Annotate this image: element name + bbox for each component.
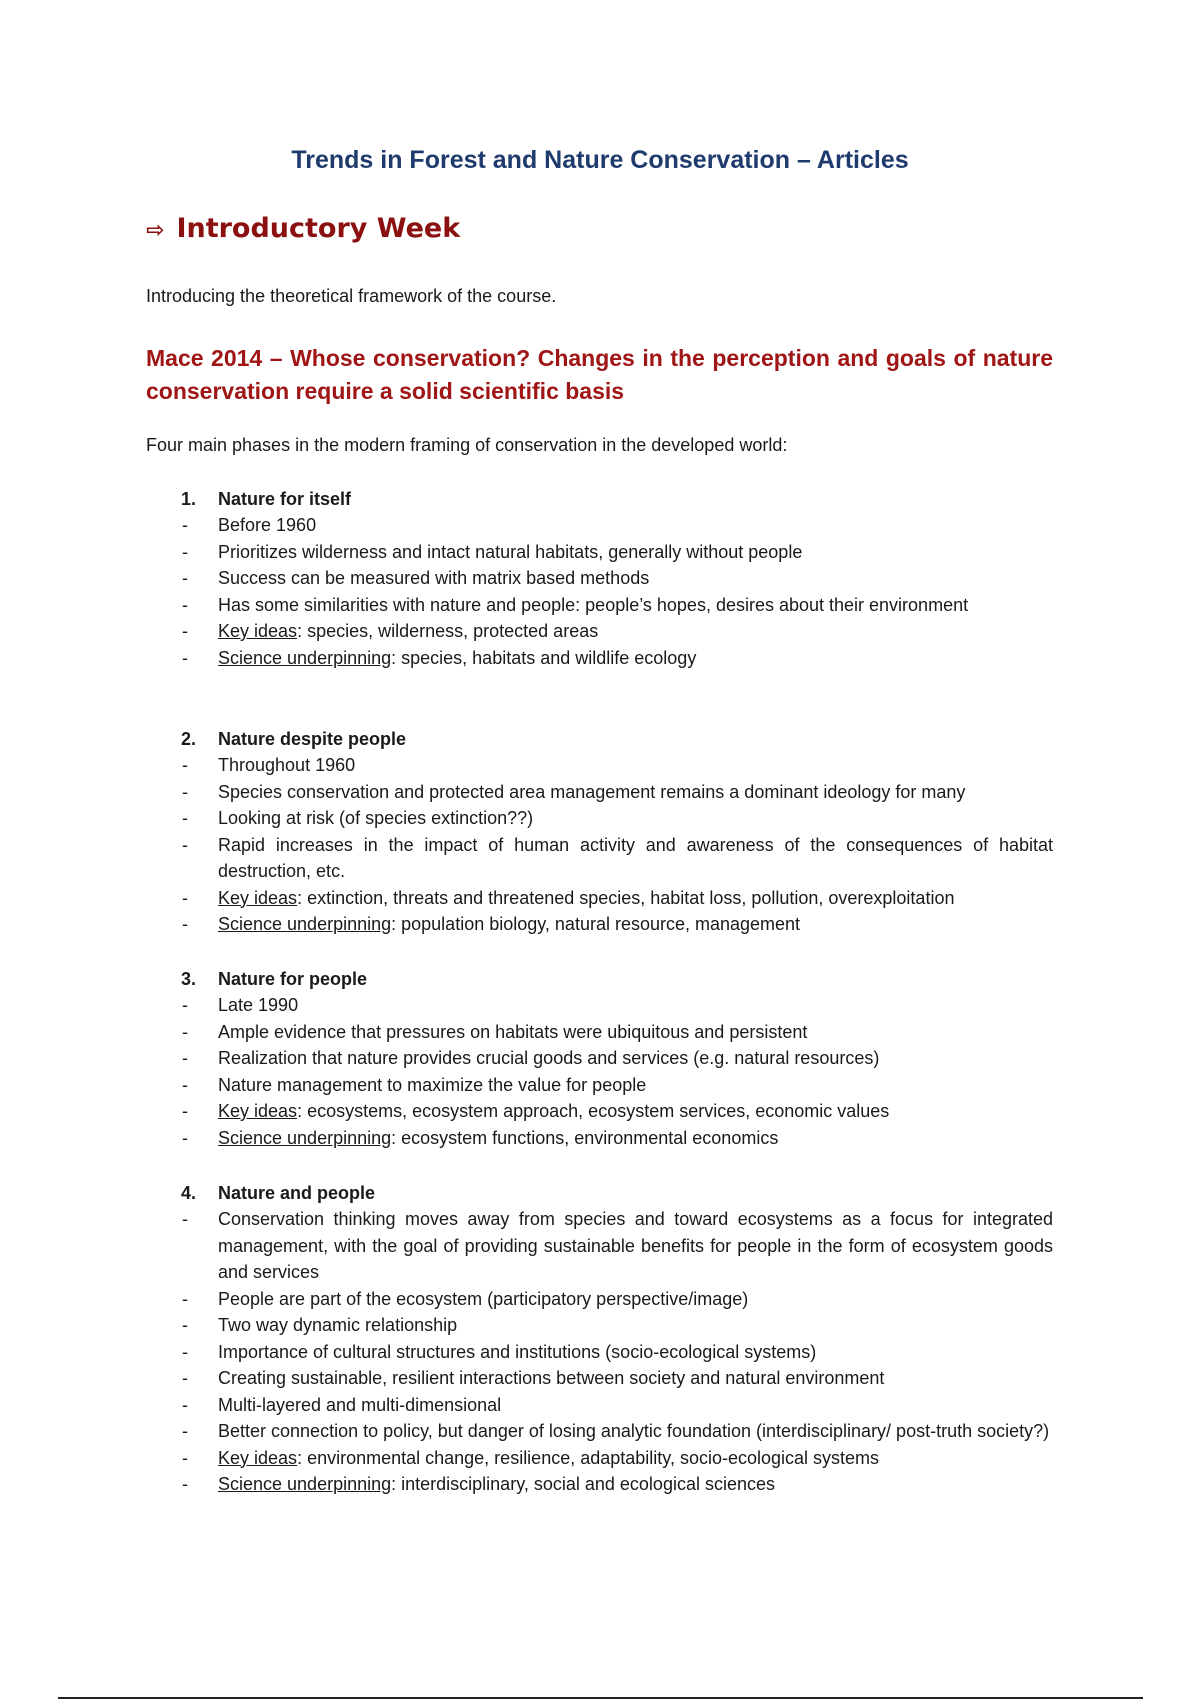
phase-number: 2. bbox=[181, 729, 197, 749]
list-item bbox=[146, 752, 1053, 779]
dash-bullet: - bbox=[182, 1315, 188, 1335]
dash-bullet: - bbox=[182, 1048, 188, 1068]
phase-bullet-list bbox=[146, 512, 1053, 671]
dash-bullet: - bbox=[182, 541, 188, 562]
intro-paragraph: Introducing the theoretical framework of the course. bbox=[146, 286, 557, 306]
page-footer-divider bbox=[58, 1697, 1143, 1699]
dash-bullet: - bbox=[182, 1074, 188, 1095]
dash-bullet: - bbox=[182, 1021, 188, 1042]
dash-bullet: - bbox=[182, 647, 188, 668]
science-underpinning-text: : population biology, natural resource, management bbox=[391, 914, 801, 934]
phases-intro-paragraph: Four main phases in the modern framing of conservation in the developed world: bbox=[146, 435, 788, 455]
dash-bullet: - bbox=[182, 1394, 188, 1415]
bullet-text: Importance of cultural structures and institutions (socio-ecological systems) bbox=[218, 1341, 817, 1362]
phase-heading bbox=[146, 726, 1053, 752]
phase-section-3 bbox=[146, 966, 1053, 1151]
bullet-text: Late 1990 bbox=[218, 995, 299, 1015]
phase-number: 4. bbox=[181, 1183, 197, 1203]
list-item bbox=[146, 1072, 1053, 1099]
bullet-text: People are part of the ecosystem (participatory perspective/image) bbox=[218, 1288, 749, 1309]
document-title: Trends in Forest and Nature Conservation – Articles bbox=[291, 146, 909, 174]
arrow-right-icon: ⇨ bbox=[146, 218, 165, 243]
phase-number: 1. bbox=[181, 489, 197, 509]
phase-title: Nature for itself bbox=[218, 489, 352, 509]
dash-bullet: - bbox=[182, 1474, 188, 1494]
bullet-text: Success can be measured with matrix based methods bbox=[218, 568, 650, 588]
dash-bullet: - bbox=[182, 1447, 188, 1468]
list-item bbox=[146, 1418, 1053, 1445]
science-underpinning-label: Science underpinning bbox=[218, 914, 392, 934]
phase-title: Nature despite people bbox=[218, 729, 407, 749]
key-ideas-text: : ecosystems, ecosystem approach, ecosystem services, economic values bbox=[297, 1101, 890, 1121]
key-ideas-text: : species, wilderness, protected areas bbox=[297, 621, 599, 641]
bullet-text: Creating sustainable, resilient interactions between society and natural environment bbox=[218, 1368, 885, 1388]
science-underpinning-text: : species, habitats and wildlife ecology bbox=[391, 647, 697, 668]
phase-section-2 bbox=[146, 726, 1053, 938]
phase-bullet-list bbox=[146, 752, 1053, 938]
dash-bullet: - bbox=[182, 755, 188, 775]
list-item bbox=[146, 512, 1053, 539]
science-underpinning-text: : interdisciplinary, social and ecological sciences bbox=[391, 1474, 775, 1494]
science-underpinning-label: Science underpinning bbox=[218, 1127, 392, 1148]
list-item bbox=[146, 805, 1053, 832]
list-item bbox=[146, 1206, 1053, 1286]
list-item bbox=[146, 992, 1053, 1019]
key-ideas-label: Key ideas bbox=[218, 887, 298, 908]
phase-title: Nature and people bbox=[218, 1183, 376, 1203]
science-underpinning-label: Science underpinning bbox=[218, 647, 392, 668]
bullet-text: Throughout 1960 bbox=[218, 755, 356, 775]
science-underpinning-item bbox=[146, 1471, 1053, 1498]
key-ideas-label: Key ideas bbox=[218, 1101, 298, 1121]
phase-section-1 bbox=[146, 486, 1053, 671]
bullet-text: Better connection to policy, but danger of losing analytic foundation (interdisciplinary/ post-truth society?) bbox=[218, 1421, 1050, 1441]
list-item bbox=[146, 779, 1053, 806]
dash-bullet: - bbox=[182, 594, 188, 615]
key-ideas-item bbox=[146, 885, 1053, 912]
phase-bullet-list bbox=[146, 1206, 1053, 1498]
list-item bbox=[146, 1019, 1053, 1046]
science-underpinning-item bbox=[146, 911, 1053, 938]
science-underpinning-label: Science underpinning bbox=[218, 1474, 392, 1494]
phase-heading bbox=[146, 966, 1053, 992]
bullet-text: Prioritizes wilderness and intact natural habitats, generally without people bbox=[218, 541, 803, 562]
bullet-text: Ample evidence that pressures on habitats were ubiquitous and persistent bbox=[218, 1021, 808, 1042]
dash-bullet: - bbox=[182, 995, 188, 1015]
science-underpinning-item bbox=[146, 645, 1053, 672]
list-item bbox=[146, 539, 1053, 566]
dash-bullet: - bbox=[182, 1421, 188, 1441]
key-ideas-item bbox=[146, 618, 1053, 645]
dash-bullet: - bbox=[182, 1368, 188, 1388]
key-ideas-text: : environmental change, resilience, adaptability, socio-ecological systems bbox=[297, 1447, 880, 1468]
bullet-text: Multi-layered and multi-dimensional bbox=[218, 1394, 502, 1415]
dash-bullet: - bbox=[182, 1288, 188, 1309]
dash-bullet: - bbox=[182, 1341, 188, 1362]
dash-bullet: - bbox=[182, 1101, 188, 1121]
dash-bullet: - bbox=[182, 914, 188, 934]
list-item bbox=[146, 592, 1053, 619]
week-heading-label: Introductory Week bbox=[176, 213, 461, 244]
bullet-text: Has some similarities with nature and people: people’s hopes, desires about their environment bbox=[218, 594, 969, 615]
list-item bbox=[146, 565, 1053, 592]
phase-section-4 bbox=[146, 1180, 1053, 1498]
bullet-text: Realization that nature provides crucial goods and services (e.g. natural resources) bbox=[218, 1048, 880, 1068]
science-underpinning-item bbox=[146, 1125, 1053, 1152]
list-item bbox=[146, 1392, 1053, 1419]
science-underpinning-text: : ecosystem functions, environmental economics bbox=[391, 1127, 779, 1148]
week-heading bbox=[146, 213, 460, 244]
list-item bbox=[146, 1339, 1053, 1366]
key-ideas-item bbox=[146, 1098, 1053, 1125]
dash-bullet: - bbox=[182, 781, 188, 802]
bullet-text: Before 1960 bbox=[218, 515, 317, 535]
dash-bullet: - bbox=[182, 568, 188, 588]
list-item bbox=[146, 1312, 1053, 1339]
phase-heading bbox=[146, 486, 1053, 512]
dash-bullet: - bbox=[182, 1127, 188, 1148]
bullet-text: Conservation thinking moves away from species and toward ecosystems as a focus for integrated management, with the goal of providing sustainable benefits for people in the form of ecosystem goods and services bbox=[218, 1209, 1053, 1282]
phase-number: 3. bbox=[181, 969, 197, 989]
dash-bullet: - bbox=[182, 887, 188, 908]
list-item bbox=[146, 1286, 1053, 1313]
phase-bullet-list bbox=[146, 992, 1053, 1151]
dash-bullet: - bbox=[182, 834, 188, 855]
bullet-text: Looking at risk (of species extinction??) bbox=[218, 808, 534, 828]
bullet-text: Nature management to maximize the value for people bbox=[218, 1074, 647, 1095]
bullet-text: Rapid increases in the impact of human activity and awareness of the consequences of habitat destruction, etc. bbox=[218, 834, 1053, 881]
key-ideas-label: Key ideas bbox=[218, 621, 298, 641]
list-item bbox=[146, 1365, 1053, 1392]
bullet-text: Two way dynamic relationship bbox=[218, 1315, 458, 1335]
phase-title: Nature for people bbox=[218, 969, 368, 989]
key-ideas-item bbox=[146, 1445, 1053, 1472]
dash-bullet: - bbox=[182, 515, 188, 535]
dash-bullet: - bbox=[182, 621, 188, 641]
article-title: Mace 2014 – Whose conservation? Changes in the perception and goals of nature conservation require a solid scientific basis bbox=[146, 345, 1053, 404]
dash-bullet: - bbox=[182, 808, 188, 828]
dash-bullet: - bbox=[182, 1209, 188, 1229]
list-item bbox=[146, 1045, 1053, 1072]
key-ideas-label: Key ideas bbox=[218, 1447, 298, 1468]
list-item bbox=[146, 832, 1053, 885]
bullet-text: Species conservation and protected area management remains a dominant ideology for many bbox=[218, 781, 966, 802]
phase-heading bbox=[146, 1180, 1053, 1206]
key-ideas-text: : extinction, threats and threatened species, habitat loss, pollution, overexploitation bbox=[297, 887, 955, 908]
